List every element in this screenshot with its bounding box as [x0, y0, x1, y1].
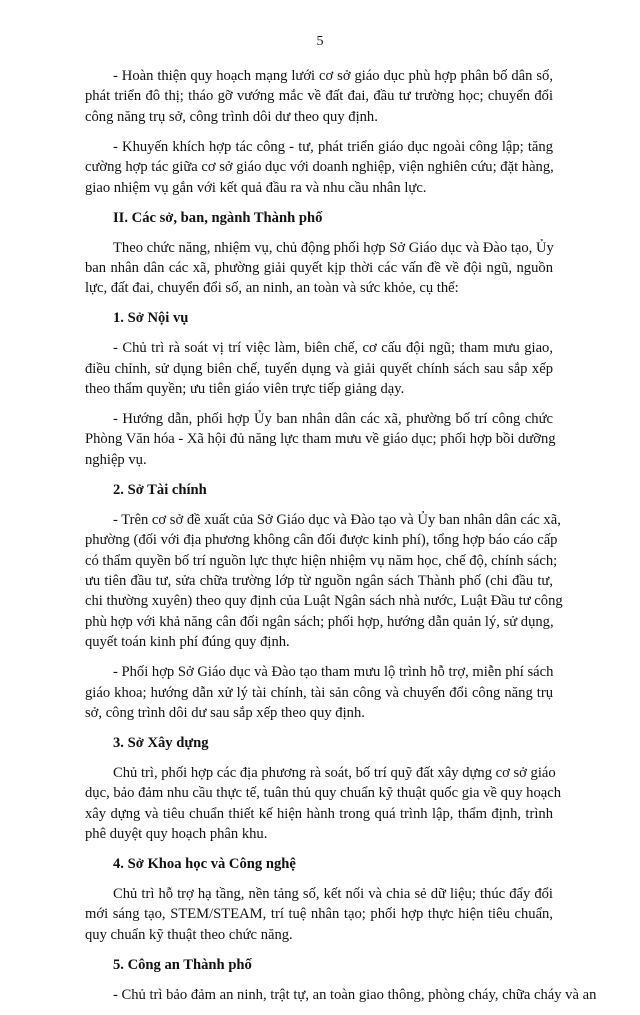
text-line: giáo khoa; hướng dẫn xử lý tài chính, tài sản công và chuyển đổi công năng trụ	[85, 684, 553, 701]
text-line: phường (đối với địa phương không cân đối được kinh phí), tổng hợp báo cáo cấp	[85, 532, 558, 549]
text-line: chi thường xuyên) theo quy định của Luật Ngân sách nhà nước, Luật Đầu tư công	[85, 593, 563, 610]
text-line: có thẩm quyền bố trí nguồn lực thực hiện nhiệm vụ năm học, chế độ, chính sách;	[85, 552, 558, 569]
section-heading: 4. Sở Khoa học và Công nghệ	[113, 856, 296, 873]
paragraph	[85, 238, 553, 299]
text-line: giao nhiệm vụ gắn với kết quả đầu ra và nhu cầu nhân lực.	[85, 179, 427, 196]
paragraph	[85, 884, 553, 945]
text-line: công năng trụ sở, công trình dôi dư theo quy định.	[85, 108, 378, 125]
text-line: nghiệp vụ.	[85, 451, 147, 468]
document-body	[85, 66, 597, 1015]
paragraph	[85, 409, 556, 470]
paragraph	[85, 66, 553, 127]
section-heading: 3. Sở Xây dựng	[113, 734, 209, 751]
text-line: - Hướng dẫn, phối hợp Ủy ban nhân dân các xã, phường bố trí công chức	[113, 411, 553, 428]
text-line: phê duyệt quy hoạch phân khu.	[85, 826, 268, 843]
text-line: quy chuẩn kỹ thuật theo chức năng.	[85, 926, 293, 943]
text-line: xây dựng và tiêu chuẩn thiết kế hiện hành trong quá trình lập, thẩm định, trình	[85, 805, 553, 822]
paragraph	[85, 985, 597, 1005]
text-line: Chủ trì hỗ trợ hạ tầng, nền tảng số, kết nối và chia sẻ dữ liệu; thúc đẩy đổi	[113, 886, 553, 902]
text-line: điều chỉnh, sử dụng biên chế, tuyển dụng và giải quyết chính sách sau sắp xếp	[85, 360, 553, 377]
section-heading: 2. Sở Tài chính	[113, 481, 207, 498]
paragraph	[85, 763, 561, 845]
paragraph	[85, 338, 553, 399]
section-heading: II. Các sở, ban, ngành Thành phố	[113, 209, 323, 226]
text-line: Chủ trì, phối hợp các địa phương rà soát, bố trí quỹ đất xây dựng cơ sở giáo	[113, 764, 556, 781]
text-line: ưu tiên đầu tư, sửa chữa trường lớp từ nguồn ngân sách Thành phố (chi đầu tư,	[85, 572, 553, 589]
paragraph	[85, 662, 553, 723]
text-line: - Khuyến khích hợp tác công - tư, phát triển giáo dục ngoài công lập; tăng	[113, 138, 553, 155]
page-number: 5	[316, 34, 324, 49]
text-line: quyết toán kinh phí đúng quy định.	[85, 634, 290, 651]
text-line: - Chủ trì rà soát vị trí việc làm, biên chế, cơ cấu đội ngũ; tham mưu giao,	[113, 340, 553, 357]
text-line: phù hợp với khả năng cân đối ngân sách; phối hợp, hướng dẫn quản lý, sử dụng,	[85, 613, 554, 630]
text-line: ban nhân dân các xã, phường giải quyết kịp thời các vấn đề về đội ngũ, nguồn	[85, 259, 553, 276]
text-line: Phòng Văn hóa - Xã hội đủ năng lực tham mưu về giáo dục; phối hợp bồi dưỡng	[85, 431, 556, 448]
text-line: - Phối hợp Sở Giáo dục và Đào tạo tham mưu lộ trình hỗ trợ, miễn phí sách	[113, 664, 554, 681]
text-line: Theo chức năng, nhiệm vụ, chủ động phối hợp Sở Giáo dục và Đào tạo, Ủy	[113, 239, 554, 256]
text-line: theo thẩm quyền; ưu tiên giáo viên trực tiếp giảng dạy.	[85, 381, 405, 398]
text-line: cường hợp tác giữa cơ sở giáo dục với doanh nghiệp, viện nghiên cứu; đặt hàng,	[85, 159, 554, 176]
text-line: - Chủ trì bảo đảm an ninh, trật tự, an toàn giao thông, phòng cháy, chữa cháy và an	[113, 986, 597, 1003]
text-line: lực, đất đai, chuyển đổi số, an ninh, an toàn và sức khỏe, cụ thể:	[85, 280, 459, 297]
text-line: mới sáng tạo, STEM/STEAM, trí tuệ nhân tạo; phối hợp thực hiện tiêu chuẩn,	[85, 906, 553, 923]
paragraph	[85, 137, 553, 198]
section-heading: 5. Công an Thành phố	[113, 956, 252, 973]
text-line: - Trên cơ sở đề xuất của Sở Giáo dục và Đào tạo và Ủy ban nhân dân các xã,	[113, 511, 561, 528]
section-heading: 1. Sở Nội vụ	[113, 310, 189, 327]
text-line: phát triển đô thị; tháo gỡ vướng mắc về đất đai, đầu tư trường học; chuyển đổi	[85, 88, 553, 105]
paragraph	[85, 510, 563, 653]
text-line: sở, công trình dôi dư sau sắp xếp theo quy định.	[85, 704, 365, 721]
text-line: dục, bảo đảm nhu cầu thực tế, tuân thủ quy chuẩn kỹ thuật quốc gia về quy hoạch	[85, 785, 561, 802]
text-line: - Hoàn thiện quy hoạch mạng lưới cơ sở giáo dục phù hợp phân bố dân số,	[113, 68, 553, 84]
